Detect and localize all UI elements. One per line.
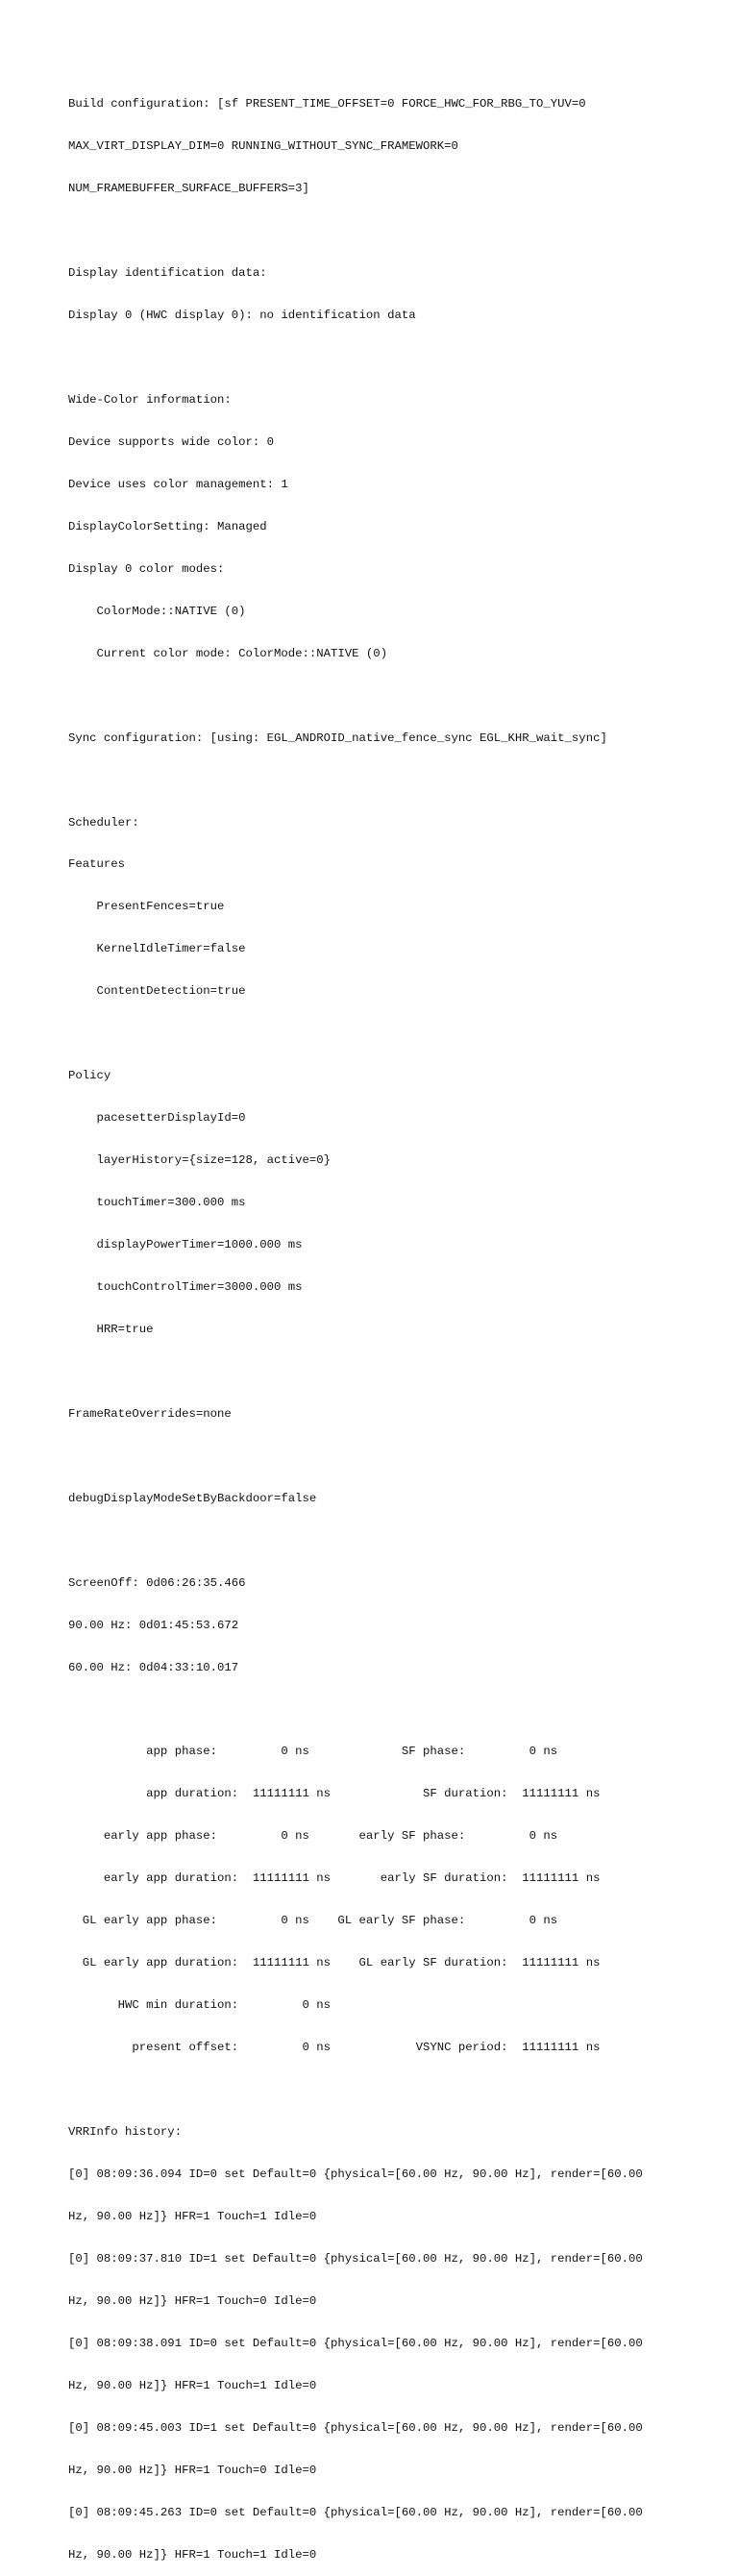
log-line-vrr-entry: Hz, 90.00 Hz]} HFR=1 Touch=1 Idle=0 [68, 2378, 317, 2392]
log-line-build-config: Build configuration: [sf PRESENT_TIME_OFFSET=0 FORCE_HWC_FOR_RBG_TO_YUV=0 [68, 97, 586, 111]
log-line-vsync-table: present offset: 0 ns VSYNC period: 11111111 ns [68, 2041, 601, 2055]
log-line-wide-color: Current color mode: ColorMode::NATIVE (0) [68, 646, 388, 660]
log-line-screen-time: 90.00 Hz: 0d01:45:53.672 [68, 1618, 239, 1632]
log-line-vrr-entry: Hz, 90.00 Hz]} HFR=1 Touch=1 Idle=0 [68, 2547, 317, 2562]
log-line-policy-heading: Policy [68, 1069, 111, 1083]
log-line-vsync-table: early app duration: 11111111 ns early SF duration: 11111111 ns [68, 1871, 601, 1886]
log-line-wide-color: DisplayColorSetting: Managed [68, 519, 267, 533]
log-line-policy: layerHistory={size=128, active=0} [68, 1153, 332, 1168]
log-line-blank [68, 2083, 643, 2097]
log-line-feature: KernelIdleTimer=false [68, 942, 246, 956]
dumpsys-log-text [68, 69, 643, 2576]
log-line-vrr-entry: Hz, 90.00 Hz]} HFR=1 Touch=0 Idle=0 [68, 2293, 317, 2308]
log-line-build-config: MAX_VIRT_DISPLAY_DIM=0 RUNNING_WITHOUT_SYNC_FRAMEWORK=0 [68, 139, 458, 154]
log-line-blank [68, 1365, 643, 1379]
log-line-wide-color-heading: Wide-Color information: [68, 392, 232, 407]
log-line-wide-color: Device uses color management: 1 [68, 477, 288, 491]
log-line-feature: PresentFences=true [68, 900, 225, 914]
log-line-display-id: Display 0 (HWC display 0): no identification data [68, 309, 416, 323]
log-line-debug-display-mode: debugDisplayModeSetByBackdoor=false [68, 1491, 317, 1505]
log-line-screen-time: ScreenOff: 0d06:26:35.466 [68, 1575, 246, 1590]
log-line-screen-time: 60.00 Hz: 0d04:33:10.017 [68, 1660, 239, 1674]
log-line-feature: ContentDetection=true [68, 984, 246, 999]
log-line-vsync-table: app duration: 11111111 ns SF duration: 11111111 ns [68, 1787, 601, 1801]
log-line-vrr-heading: VRRInfo history: [68, 2125, 183, 2140]
log-line-blank [68, 224, 643, 238]
log-line-vrr-entry: [0] 08:09:37.810 ID=1 set Default=0 {physical=[60.00 Hz, 90.00 Hz], render=[60.00 [68, 2251, 643, 2266]
log-line-blank [68, 774, 643, 788]
log-line-policy: HRR=true [68, 1322, 154, 1336]
log-line-vsync-table: app phase: 0 ns SF phase: 0 ns [68, 1745, 558, 1759]
log-line-display-id-heading: Display identification data: [68, 266, 267, 281]
log-line-policy: touchControlTimer=3000.000 ms [68, 1280, 303, 1294]
log-line-build-config: NUM_FRAMEBUFFER_SURFACE_BUFFERS=3] [68, 182, 309, 196]
log-line-wide-color: Device supports wide color: 0 [68, 434, 275, 449]
log-line-frame-rate-overrides: FrameRateOverrides=none [68, 1406, 232, 1421]
log-line-vrr-entry: Hz, 90.00 Hz]} HFR=1 Touch=1 Idle=0 [68, 2209, 317, 2223]
log-line-wide-color: Display 0 color modes: [68, 561, 225, 576]
log-line-vsync-table: early app phase: 0 ns early SF phase: 0 ns [68, 1829, 558, 1844]
log-line-features-heading: Features [68, 857, 126, 872]
log-line-vrr-entry: Hz, 90.00 Hz]} HFR=1 Touch=0 Idle=0 [68, 2463, 317, 2477]
log-line-vrr-entry: [0] 08:09:38.091 ID=0 set Default=0 {physical=[60.00 Hz, 90.00 Hz], render=[60.00 [68, 2336, 643, 2350]
log-line-blank [68, 351, 643, 365]
log-line-vsync-table: HWC min duration: 0 ns [68, 1998, 332, 2013]
log-line-vsync-table: GL early app duration: 11111111 ns GL early SF duration: 11111111 ns [68, 1956, 601, 1970]
log-line-blank [68, 1703, 643, 1718]
log-line-vsync-table: GL early app phase: 0 ns GL early SF phase: 0 ns [68, 1914, 558, 1928]
log-line-policy: touchTimer=300.000 ms [68, 1196, 246, 1210]
log-line-scheduler-heading: Scheduler: [68, 815, 139, 830]
log-line-blank [68, 1449, 643, 1464]
log-line-policy: displayPowerTimer=1000.000 ms [68, 1238, 303, 1252]
log-line-vrr-entry: [0] 08:09:36.094 ID=0 set Default=0 {physical=[60.00 Hz, 90.00 Hz], render=[60.00 [68, 2167, 643, 2182]
log-line-blank [68, 689, 643, 704]
log-line-vrr-entry: [0] 08:09:45.263 ID=0 set Default=0 {physical=[60.00 Hz, 90.00 Hz], render=[60.00 [68, 2505, 643, 2519]
log-line-vrr-entry: [0] 08:09:45.003 ID=1 set Default=0 {physical=[60.00 Hz, 90.00 Hz], render=[60.00 [68, 2420, 643, 2435]
log-line-blank [68, 1534, 643, 1548]
log-line-blank [68, 1027, 643, 1041]
log-line-wide-color: ColorMode::NATIVE (0) [68, 604, 246, 618]
log-line-policy: pacesetterDisplayId=0 [68, 1111, 246, 1126]
log-line-sync-config: Sync configuration: [using: EGL_ANDROID_native_fence_sync EGL_KHR_wait_sync] [68, 731, 607, 745]
